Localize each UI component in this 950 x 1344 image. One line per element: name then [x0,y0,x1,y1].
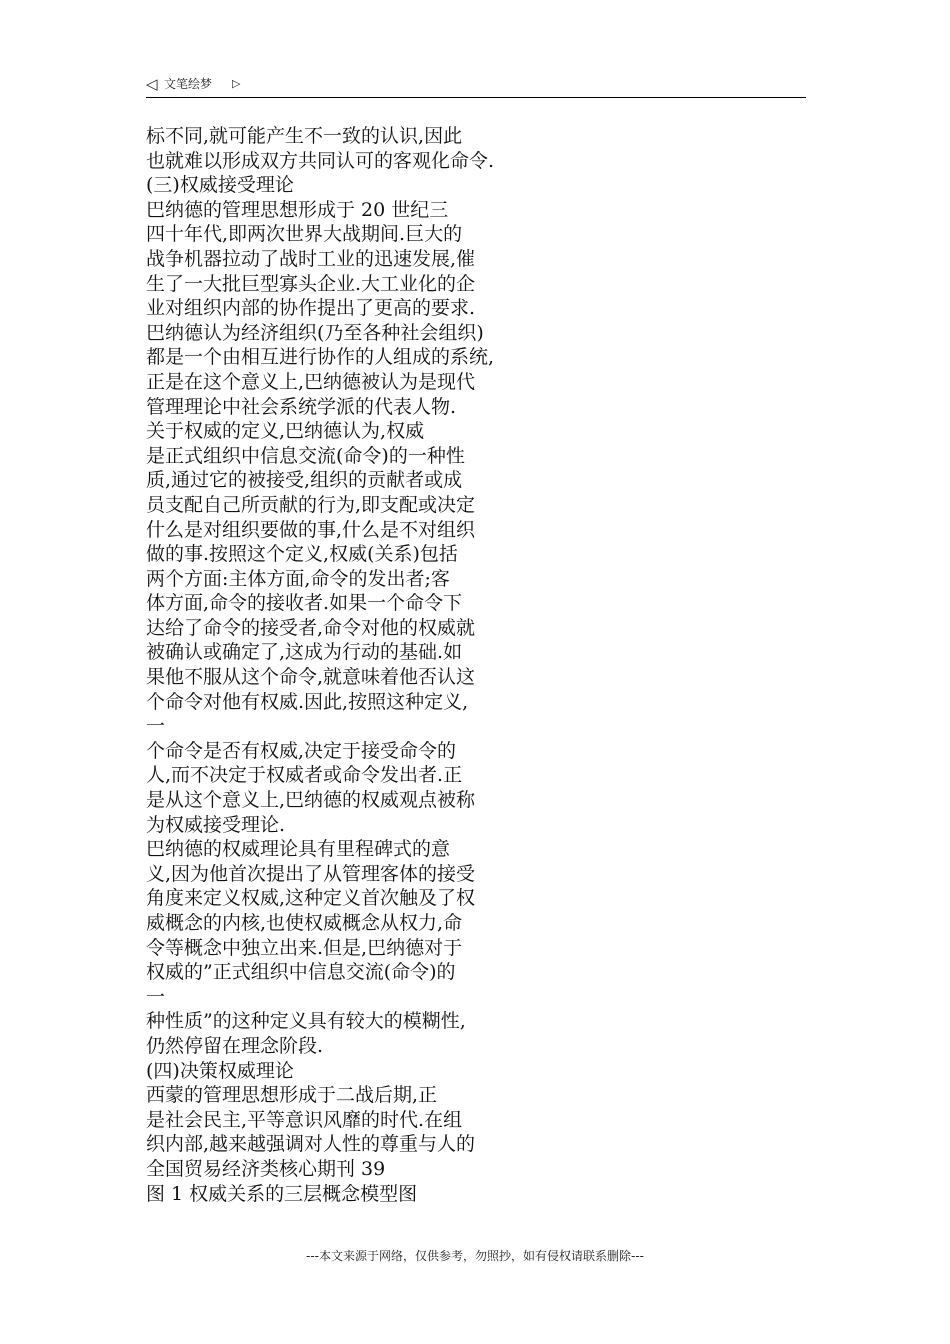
text-line: 是从这个意义上,巴纳德的权威观点被称 [146,789,476,812]
text-line: 全国贸易经济类核心期刊 39 [146,1157,386,1180]
text-line: 做的事.按照这个定义,权威(关系)包括 [146,543,458,566]
header-title: 文笔绘梦 [164,77,213,91]
text-line: (三)权威接受理论 [146,174,294,197]
text-line: 是社会民主,平等意识风靡的时代.在组 [146,1108,463,1131]
text-line: 人,而不决定于权威者或命令发出者.正 [146,764,463,787]
text-line: (四)决策权威理论 [146,1059,294,1082]
text-line: 两个方面:主体方面,命令的发出者;客 [146,567,450,590]
text-line: 种性质”的这种定义具有较大的模糊性, [146,1010,466,1033]
text-line: 质,通过它的被接受,组织的贡献者或成 [146,469,463,492]
text-line: 也就难以形成双方共同认可的客观化命令. [146,149,495,172]
text-line: 图 1 权威关系的三层概念模型图 [146,1182,418,1205]
text-line: 义,因为他首次提出了从管理客体的接受 [146,862,476,885]
text-line: 仍然停留在理念阶段. [146,1034,324,1057]
text-line: 员支配自己所贡献的行为,即支配或决定 [146,493,476,516]
text-line: 标不同,就可能产生不一致的认识,因此 [146,125,463,147]
text-line: 体方面,命令的接收者.如果一个命令下 [146,592,463,615]
right-triangle-icon: ▷ [232,77,241,90]
text-line: 角度来定义权威,这种定义首次触及了权 [146,887,476,910]
text-line: 巴纳德的管理思想形成于 20 世纪三 [146,198,449,221]
footer-disclaimer: ---本文来源于网络，仅供参考，勿照抄，如有侵权请联系删除--- [306,1249,644,1263]
text-line: 织内部,越来越强调对人性的尊重与人的 [146,1133,476,1156]
text-line: 关于权威的定义,巴纳德认为,权威 [146,420,425,443]
text-line: 被确认或确定了,这成为行动的基础.如 [146,641,463,664]
text-line: 四十年代,即两次世界大战期间.巨大的 [146,223,463,246]
text-line: 西蒙的管理思想形成于二战后期,正 [146,1084,438,1107]
text-line: 一 [146,715,166,738]
text-line: 巴纳德认为经济组织(乃至各种社会组织) [146,321,484,344]
text-line: 为权威接受理论. [146,813,286,836]
text-line: 令等概念中独立出来.但是,巴纳德对于 [146,936,463,959]
text-line: 正是在这个意义上,巴纳德被认为是现代 [146,370,476,393]
text-line: 权威的”正式组织中信息交流(命令)的 [146,961,456,984]
text-line: 一 [146,985,166,1008]
text-line: 什么是对组织要做的事,什么是不对组织 [146,518,476,541]
page-header [146,74,806,98]
text-line: 个命令对他有权威.因此,按照这种定义, [146,690,469,713]
text-line: 威概念的内核,也使权威概念从权力,命 [146,912,463,934]
text-line: 战争机器拉动了战时工业的迅速发展,催 [146,247,476,270]
text-line: 生了一大批巨型寡头企业.大工业化的企 [146,272,476,295]
text-line: 达给了命令的接受者,命令对他的权威就 [146,616,476,639]
text-line: 个命令是否有权威,决定于接受命令的 [146,739,457,762]
text-line: 是正式组织中信息交流(命令)的一种性 [146,444,465,467]
document-body [146,124,586,1206]
text-line: 管理理论中社会系统学派的代表人物. [146,395,457,418]
text-line: 果他不服从这个命令,就意味着他否认这 [146,666,476,689]
text-line: 巴纳德的权威理论具有里程碑式的意 [146,838,451,861]
text-line: 业对组织内部的协作提出了更高的要求. [146,297,476,320]
left-triangle-icon: ◁ [146,75,158,93]
text-line: 都是一个由相互进行协作的人组成的系统, [146,346,495,369]
header-divider [146,97,806,98]
